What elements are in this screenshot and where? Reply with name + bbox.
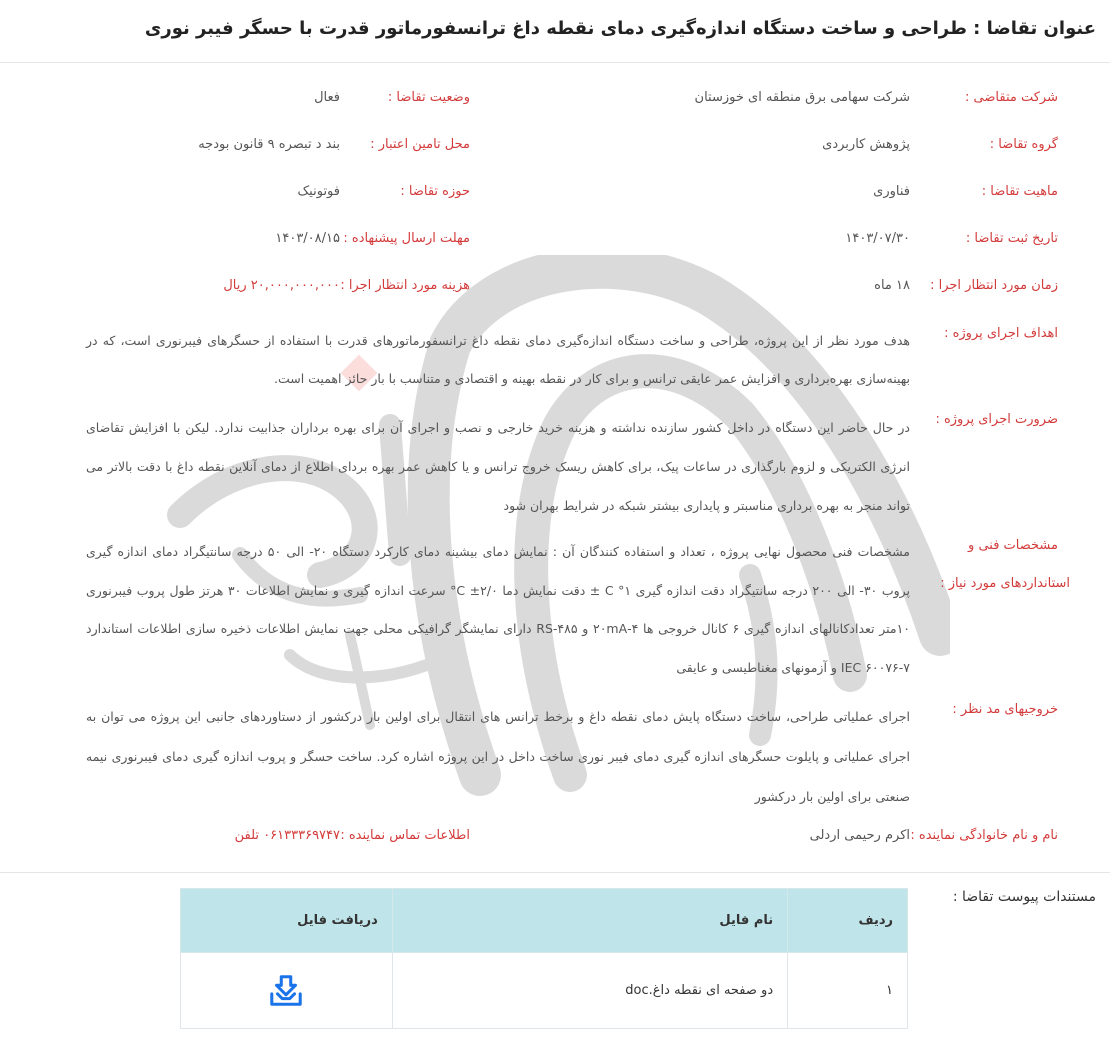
nature-value: فناوری — [873, 184, 910, 199]
specs-text: مشخصات فنی محصول نهایی پروژه ، تعداد و استفاده کنندگان آن : نمایش دمای بیشینه دمای کارکرد دستگاه ۲۰- الی ۵۰ درجه سانتیگراد دمای اندازه گیری پروب ۳۰- الی ۲۰۰ درجه سانتیگراد دقت اندازه گیری ۱° C ± دقت نمایش دما ۲/۰± C° سرعت اندازه گیری و نمایش اطلاعات ۳۰ هرتز طول پروب فیبرنوری ۱۰متر تعدادکانالهای اندازه گیری ۶ کانال خروجی ها ۴-۲۰mA و RS-۴۸۵ دارای نمایشگر گرافیکی محلی جهت نمایش اطلاعات ذخیره سازی اطلاعات استاندارد IEC ۶۰۰۷۶-۷ و آزمونهای مغناطیسی و عایقی — [86, 544, 911, 675]
status-value: فعال — [314, 90, 340, 105]
duration-value: ۱۸ ماه — [874, 278, 910, 293]
col-header-row: ردیف — [788, 889, 908, 953]
group-value: پژوهش کاربردی — [822, 137, 910, 152]
col-header-download: دریافت فایل — [181, 889, 393, 953]
outputs-text: اجرای عملیاتی طراحی، ساخت دستگاه پایش دمای نقطه داغ و برخط ترانس های انتقال برای اولین بار درکشور از دستاوردهای جانبی این پروژه می توان به اجرای عملیاتی و پایلوت حسگرهای اندازه گیری دمای فیبر نوری ساخت داخل در این پروژه اشاره کرد. ساخت حسگر و پروب اندازه گیری دمای فیبرنوری نیمه صنعتی برای اولین بار درکشور — [86, 709, 910, 804]
attachments-table — [180, 888, 908, 1029]
domain-label: حوزه تقاضا : — [400, 184, 470, 199]
download-icon[interactable] — [267, 973, 305, 1009]
download-cell — [181, 953, 393, 1029]
necessity-text: در حال حاضر این دستگاه در داخل کشور سازنده نداشته و هزینه خرید خارجی و نصب و اجرای آن برای بهره برداران جذابیت ندارد. لیکن با افزایش تقاضای انرژی الکتریکی و لزوم بارگذاری در ساعات پیک، برای کاهش ریسک خروج ترانس و یا کاهش عمر بهره بردای اطلاع از دمای آنلاین نقطه داغ با دقت بالاتر می تواند منجر به بهره برداری مناسبتر و پایداری بیشتر شبکه در شرایط بهران شود — [86, 420, 910, 513]
rep-contact-label: اطلاعات تماس نماینده : — [340, 828, 470, 843]
rep-name-value: اکرم رحیمی اردلی — [809, 828, 910, 843]
domain-value: فوتونیک — [297, 184, 340, 199]
duration-label: زمان مورد انتظار اجرا : — [930, 278, 1058, 293]
cost-value: ۲۰,۰۰۰,۰۰۰,۰۰۰ ریال — [223, 278, 340, 293]
file-name: دو صفحه ای نقطه داغ.doc — [392, 953, 787, 1029]
col-header-name: نام فایل — [392, 889, 787, 953]
attachments-divider — [0, 872, 1110, 873]
reg-date-label: تاریخ ثبت تقاضا : — [965, 231, 1058, 246]
rep-contact-value: ۰۶۱۳۳۳۶۹۷۴۷ تلفن — [234, 828, 340, 843]
table-row — [181, 953, 908, 1029]
reg-date-value: ۱۴۰۳/۰۷/۳۰ — [845, 231, 910, 246]
goals-text: هدف مورد نظر از این پروژه، طراحی و ساخت دستگاه اندازه‌گیری دمای نقطه داغ ترانسفورماتورهای قدرت با استفاده از حسگرهای فیبرنوری است، که در بهینه‌سازی بهره‌برداری و افزایش عمر عایقی ترانس و برای کار در نقطه بهینه و اقتصادی و متناسب با بار حائز اهمیت است. — [86, 333, 910, 386]
group-label: گروه تقاضا : — [989, 137, 1058, 152]
outputs-label: خروجیهای مد نظر : — [952, 702, 1058, 717]
company-value: شرکت سهامی برق منطقه ای خوزستان — [694, 90, 910, 105]
attachments-label: مستندات پیوست تقاضا : — [952, 889, 1096, 905]
table-header-row — [181, 889, 908, 953]
specs-label-line1: مشخصات فنی و — [968, 538, 1058, 553]
rep-name-label: نام و نام خانوادگی نماینده : — [910, 828, 1058, 843]
specs-label-line2: استانداردهای مورد نیاز : — [940, 576, 1070, 591]
page-title: عنوان تقاضا : طراحی و ساخت دستگاه اندازه‌گیری دمای نقطه داغ ترانسفورماتور قدرت با حسگر فیبر نوری — [144, 18, 1096, 39]
nature-label: ماهیت تقاضا : — [981, 184, 1058, 199]
goals-label: اهداف اجرای پروژه : — [944, 326, 1058, 341]
row-index: ۱ — [788, 953, 908, 1029]
deadline-value: ۱۴۰۳/۰۸/۱۵ — [275, 231, 340, 246]
funding-label: محل تامین اعتبار : — [370, 137, 470, 152]
necessity-label: ضرورت اجرای پروژه : — [935, 412, 1058, 427]
title-divider — [0, 62, 1110, 63]
cost-label: هزینه مورد انتظار اجرا : — [340, 278, 470, 293]
company-label: شرکت متقاضی : — [965, 90, 1058, 105]
deadline-label: مهلت ارسال پیشنهاده : — [343, 231, 470, 246]
funding-value: بند د تبصره ۹ قانون بودجه — [198, 137, 340, 152]
status-label: وضعیت تقاضا : — [387, 90, 470, 105]
